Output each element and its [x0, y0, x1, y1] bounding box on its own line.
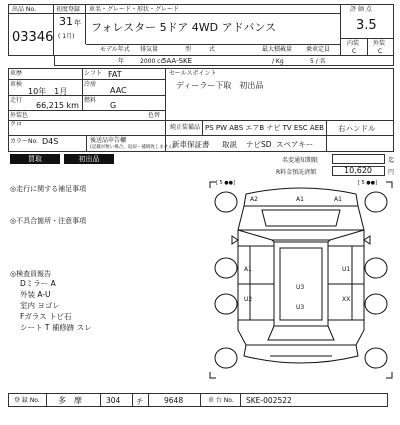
- report-line: Fガラス トビ石: [20, 312, 72, 321]
- damage-mark: A1: [334, 196, 342, 203]
- term-label: 名変通知期限: [282, 157, 319, 164]
- report-line: シート T 補修跡 スレ: [20, 323, 92, 332]
- first-listing-badge: 初出品: [64, 154, 114, 164]
- car-outline-graphic: [208, 180, 394, 380]
- reg-label: 登 録 No.: [14, 397, 40, 404]
- damage-mark: XX: [342, 296, 351, 303]
- nav-sd-value: ナビSD: [246, 140, 272, 149]
- report-line: Dミラー A: [20, 279, 56, 288]
- buy-badge: 買取: [10, 154, 60, 164]
- score-value: 3.5: [356, 18, 377, 33]
- damage-mark: U3: [296, 304, 305, 311]
- lot-label: 出品 No.: [12, 6, 36, 13]
- first-reg-year: 31: [59, 15, 73, 28]
- inspection-label: 車検: [10, 81, 23, 88]
- damage-mark: U1: [342, 266, 351, 273]
- mileage-value: 66,215 km: [36, 101, 79, 110]
- name-label: 車名・グレード・形状・グレード: [89, 6, 180, 13]
- spec-row: [54, 56, 394, 66]
- mileage-label: 走行: [10, 97, 23, 104]
- chassis-value: SKE-002522: [246, 396, 292, 405]
- displacement-value: 2000 cc: [140, 58, 164, 65]
- manual-value: 取説: [222, 140, 237, 149]
- damage-mark: A1: [296, 196, 304, 203]
- recycle-fee-label: R料金預託済額: [276, 169, 317, 176]
- equipment-label: 純正装備品: [170, 124, 201, 131]
- fuel-value: G: [110, 101, 117, 110]
- recycle-fee-unit: 円: [388, 169, 395, 176]
- term-box: [332, 154, 385, 164]
- lot-number: 03346: [12, 30, 54, 45]
- score-label: 評 価 点: [350, 6, 372, 13]
- displacement-label: 排気量: [140, 46, 159, 53]
- handle-value: 右ハンドル: [338, 124, 376, 133]
- damage-mark: A1: [244, 266, 252, 273]
- inspector-report-heading: ◎検査員報告: [10, 270, 52, 278]
- type-value: 5AA-SKE: [162, 57, 193, 65]
- year-suffix: 年: [74, 19, 81, 27]
- shift-label: シフト: [84, 70, 103, 77]
- warranty-value: 新車保証書: [172, 140, 210, 149]
- max-load-value: / Kg: [272, 58, 284, 65]
- reg-number: 9648: [164, 396, 184, 405]
- damage-mark: U3: [296, 284, 305, 291]
- ac-label: 冷房: [84, 81, 97, 88]
- first-reg-label: 初度登録: [56, 6, 81, 13]
- interior-label: 内装: [347, 40, 360, 47]
- shift-value: FAT: [108, 70, 122, 79]
- reg-class: 304: [106, 396, 121, 405]
- history-label: 車歴: [10, 70, 23, 77]
- color-no-label: カラーNo.: [10, 138, 38, 145]
- defect-notes-heading: ◎不具合箇所・注意事項: [10, 217, 87, 225]
- type-label: 型 式: [185, 46, 216, 53]
- model-year-label: モデル年式: [100, 46, 130, 53]
- ac-value: AAC: [110, 86, 127, 95]
- car-diagram: [208, 180, 394, 380]
- chassis-label: 車 台 No.: [208, 397, 234, 404]
- sales-point-label: セールスポイント: [169, 70, 217, 77]
- recycle-label: 後送品申告欄: [90, 137, 127, 144]
- interior-grade: C: [352, 48, 357, 55]
- color-change-label: 色替: [148, 112, 161, 119]
- spare-key-value: スペアキー: [276, 140, 314, 149]
- report-line: 外装 A-U: [20, 290, 51, 299]
- recycle-fee-value: 10,620: [344, 166, 372, 175]
- equipment-items: PS PW ABS エアB ナビ TV ESC AEB: [205, 124, 324, 132]
- reg-kana: チ: [136, 397, 144, 406]
- damage-mark: U2: [244, 296, 253, 303]
- capacity-label: 乗車定員: [306, 46, 331, 53]
- max-load-label: 最大積載量: [262, 46, 293, 53]
- damage-mark: A2: [250, 196, 258, 203]
- first-reg-month: ( 1月): [58, 33, 75, 40]
- model-year-suffix: 年: [118, 58, 125, 65]
- color-no-value: D4S: [42, 137, 59, 146]
- ext-color-value: クロ: [10, 121, 23, 128]
- inspection-value: 10年 1月: [28, 87, 68, 96]
- exterior-label: 外装: [373, 40, 386, 47]
- fuel-label: 燃料: [84, 97, 97, 104]
- capacity-value: 5 / 名: [310, 58, 326, 65]
- car-name: フォレスター 5ドア 4WD アドバンス: [91, 21, 277, 34]
- recycle-note: (記載が無い場合、返却・補填致しません): [90, 145, 175, 150]
- sales-point-text: ディーラー下取 初出品: [176, 81, 264, 90]
- travel-notes-heading: ◎走行に関する補足事項: [10, 185, 87, 193]
- scale-left: [ 5 ●●]: [216, 180, 235, 186]
- reg-place: 多 摩: [58, 396, 82, 405]
- scale-right: [ 5 ●●]: [358, 180, 377, 186]
- exterior-grade: C: [378, 48, 383, 55]
- report-line: 室内 ヨゴレ: [20, 301, 60, 310]
- ext-color-label: 外装色: [10, 112, 29, 119]
- term-unit: 迄: [388, 157, 395, 164]
